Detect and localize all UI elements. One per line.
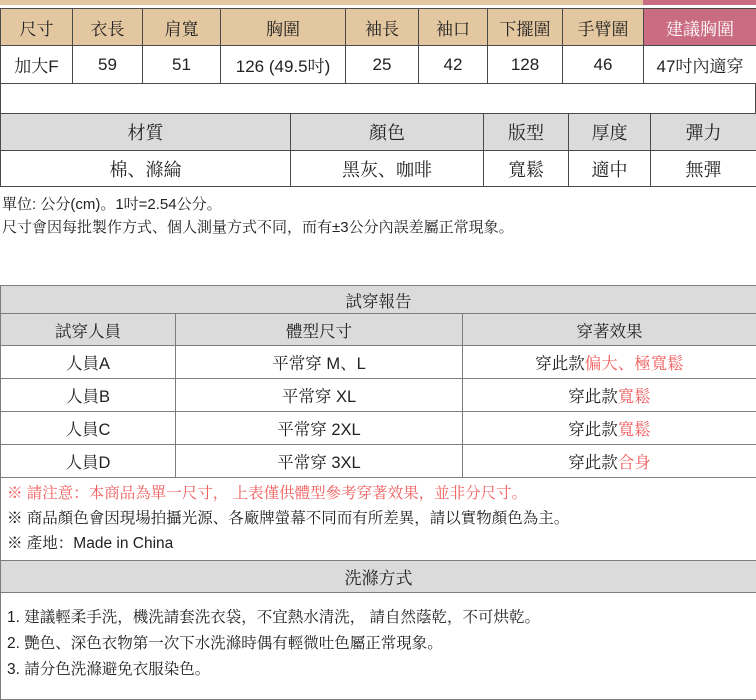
fitting-person: 人員C xyxy=(1,412,176,445)
size-header-length: 衣長 xyxy=(73,9,143,46)
fitting-effect xyxy=(463,379,756,412)
note-warning: ※ 請注意：本商品為單一尺寸， 上表僅供體型參考穿著效果，並非分尺寸。 xyxy=(7,481,750,506)
fitting-row-d xyxy=(1,445,756,478)
size-value-arm: 46 xyxy=(563,46,644,84)
spec-header-stretch: 彈力 xyxy=(651,114,756,151)
fitting-effect-prefix: 穿此款 xyxy=(568,454,618,472)
fitting-body-size: 平常穿 3XL xyxy=(176,445,463,478)
cropped-header-strip xyxy=(0,0,756,5)
fitting-header-row xyxy=(1,314,756,346)
fitting-person: 人員D xyxy=(1,445,176,478)
size-header-recommended-chest: 建議胸圍 xyxy=(644,9,756,46)
spec-table-value-row xyxy=(1,151,756,187)
notes-cell xyxy=(1,478,756,561)
cropped-strip-pink xyxy=(643,0,756,5)
size-value-hem: 128 xyxy=(488,46,563,84)
washing-title-row xyxy=(1,561,756,593)
size-value-length: 59 xyxy=(73,46,143,84)
spec-value-thickness: 適中 xyxy=(569,151,651,187)
size-header-chest: 胸圍 xyxy=(221,9,346,46)
fitting-row-c xyxy=(1,412,756,445)
size-value-cuff: 42 xyxy=(419,46,488,84)
fitting-effect-highlight: 寬鬆 xyxy=(618,388,651,406)
fitting-effect-highlight: 偏大、極寬鬆 xyxy=(585,355,684,373)
fitting-body-size: 平常穿 2XL xyxy=(176,412,463,445)
fitting-person: 人員B xyxy=(1,379,176,412)
unit-note-line2: 尺寸會因每批製作方式、個人測量方式不同，而有±3公分內誤差屬正常現象。 xyxy=(2,216,756,239)
size-value-size: 加大F xyxy=(1,46,73,84)
spec-header-fit: 版型 xyxy=(484,114,569,151)
fitting-header-effect: 穿著效果 xyxy=(463,314,756,346)
size-value-chest: 126 (49.5吋) xyxy=(221,46,346,84)
fitting-effect-prefix: 穿此款 xyxy=(535,355,585,373)
fitting-effect xyxy=(463,346,756,379)
cropped-strip-tan xyxy=(0,0,643,5)
fitting-body-size: 平常穿 M、L xyxy=(176,346,463,379)
washing-step-2: 2. 艷色、深色衣物第一次下水洗滌時偶有輕微吐色屬正常現象。 xyxy=(7,631,748,657)
fitting-report-table xyxy=(0,285,756,700)
size-header-shoulder: 肩寬 xyxy=(143,9,221,46)
fitting-effect-prefix: 穿此款 xyxy=(568,421,618,439)
spec-value-color: 黑灰、咖啡 xyxy=(291,151,484,187)
spec-table-header-row xyxy=(1,114,756,151)
spec-value-material: 棉、滌綸 xyxy=(1,151,291,187)
fitting-effect xyxy=(463,445,756,478)
fitting-row-b xyxy=(1,379,756,412)
spec-table xyxy=(0,113,756,187)
washing-instructions-cell xyxy=(1,593,756,700)
notes-row xyxy=(1,478,756,561)
empty-table-row xyxy=(0,84,756,113)
spec-header-material: 材質 xyxy=(1,114,291,151)
size-table-header-row xyxy=(1,9,756,46)
size-value-shoulder: 51 xyxy=(143,46,221,84)
size-header-sleeve: 袖長 xyxy=(346,9,419,46)
washing-step-1: 1. 建議輕柔手洗，機洗請套洗衣袋，不宜熱水清洗， 請自然蔭乾，不可烘乾。 xyxy=(7,605,748,631)
size-header-cuff: 袖口 xyxy=(419,9,488,46)
size-header-size: 尺寸 xyxy=(1,9,73,46)
spec-value-fit: 寬鬆 xyxy=(484,151,569,187)
fitting-title-row xyxy=(1,286,756,314)
washing-title: 洗滌方式 xyxy=(1,561,756,593)
size-table xyxy=(0,8,756,84)
size-value-recommended-chest: 47吋內適穿 xyxy=(644,46,756,84)
fitting-person: 人員A xyxy=(1,346,176,379)
size-header-hem: 下擺圍 xyxy=(488,9,563,46)
size-table-value-row xyxy=(1,46,756,84)
size-header-arm: 手臂圍 xyxy=(563,9,644,46)
size-value-sleeve: 25 xyxy=(346,46,419,84)
note-color-disclaimer: ※ 商品顏色會因現場拍攝光源、各廠牌螢幕不同而有所差異，請以實物顏色為主。 xyxy=(7,506,750,531)
note-origin: ※ 產地：Made in China xyxy=(7,531,750,556)
fitting-header-person: 試穿人員 xyxy=(1,314,176,346)
unit-note-line1: 單位: 公分(cm)。1吋=2.54公分。 xyxy=(2,193,756,216)
fitting-body-size: 平常穿 XL xyxy=(176,379,463,412)
fitting-row-a xyxy=(1,346,756,379)
spec-value-stretch: 無彈 xyxy=(651,151,756,187)
fitting-header-body-size: 體型尺寸 xyxy=(176,314,463,346)
washing-instructions-row xyxy=(1,593,756,700)
washing-step-3: 3. 請分色洗滌避免衣服染色。 xyxy=(7,657,748,683)
spec-header-color: 顏色 xyxy=(291,114,484,151)
fitting-effect xyxy=(463,412,756,445)
fitting-effect-prefix: 穿此款 xyxy=(568,388,618,406)
spec-header-thickness: 厚度 xyxy=(569,114,651,151)
fitting-effect-highlight: 寬鬆 xyxy=(618,421,651,439)
unit-notes xyxy=(2,193,756,239)
fitting-title: 試穿報告 xyxy=(1,286,756,314)
fitting-effect-highlight: 合身 xyxy=(618,454,651,472)
